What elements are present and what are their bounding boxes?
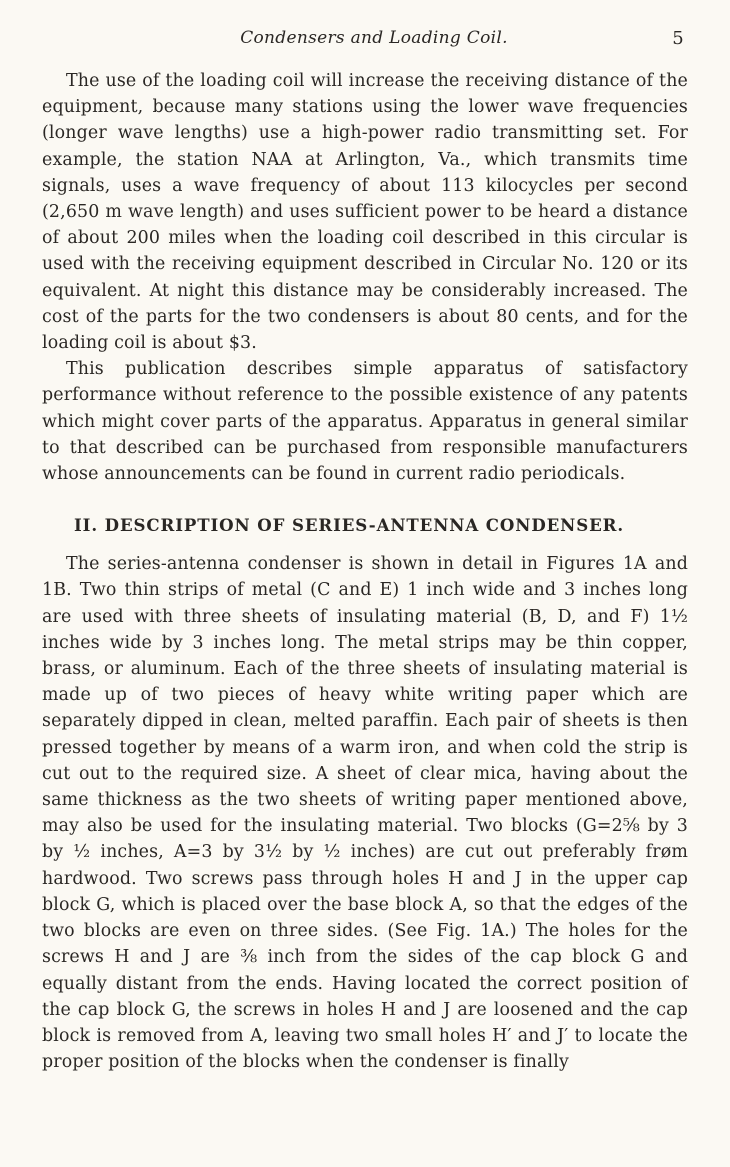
paragraph: The series-antenna condenser is shown in detail in Figures 1A and 1B. Two thin strips of metal (C and E) 1 inch wide and 3 inches long are used with three sheets of insulating material (B, D, and F) 1½ inches wide by 3 inches long. The metal strips may be thin copper, brass, or aluminum. Each of the three sheets of insulating material is made up of two pieces of heavy white writing paper which are separately dipped in clean, melted paraffin. Each pair of sheets is then pressed together by means of a warm iron, and when cold the strip is cut out to the required size. A sheet of clear mica, having about the same thickness as the two sheets of writing paper mentioned above, may also be used for the insulating material. Two blocks (G=2⅝ by 3 by ½ inches, A=3 by 3½ by ½ inches) are cut out preferably frøm hardwood. Two screws pass through holes H and J in the upper cap block G, which is placed over the base block A, so that the edges of the two blocks are even on three sides. (See Fig. 1A.) The holes for the screws H and J are ⅜ inch from the sides of the cap block G and equally distant from the ends. Having located the correct position of the cap block G, the screws in holes H and J are loosened and the cap block is removed from A, leaving two small holes H′ and J′ to locate the proper position of the blocks when the condenser is finally [42,554,688,1073]
running-head-title: Condensers and Loading Coil. [240,28,508,48]
paragraph: This publication describes simple apparatus of satisfactory performance without reference to the possible existence of any patents which might cover parts of the apparatus. Apparatus in general similar to that described can be purchased from responsible manufacturers whose announcements can be found in current radio periodicals. [42,359,688,485]
page-number: 5 [672,28,684,49]
paragraph: The use of the loading coil will increase the receiving distance of the equipment, because many stations using the lower wave frequencies (longer wave lengths) use a high-power radio transmitting set. For example, the station NAA at Arlington, Va., which transmits time signals, uses a wave frequency of about 113 kilocycles per second (2,650 m wave length) and uses sufficient power to be heard a distance of about 200 miles when the loading coil described in this circular is used with the receiving equipment described in Circular No. 120 or its equivalent. At night this distance may be considerably increased. The cost of the parts for the two condensers is about 80 cents, and for the loading coil is about $3. [42,71,688,354]
body-text [42,68,688,1075]
section-heading: II. DESCRIPTION OF SERIES-ANTENNA CONDENSER. [74,515,625,536]
running-head [42,28,688,58]
